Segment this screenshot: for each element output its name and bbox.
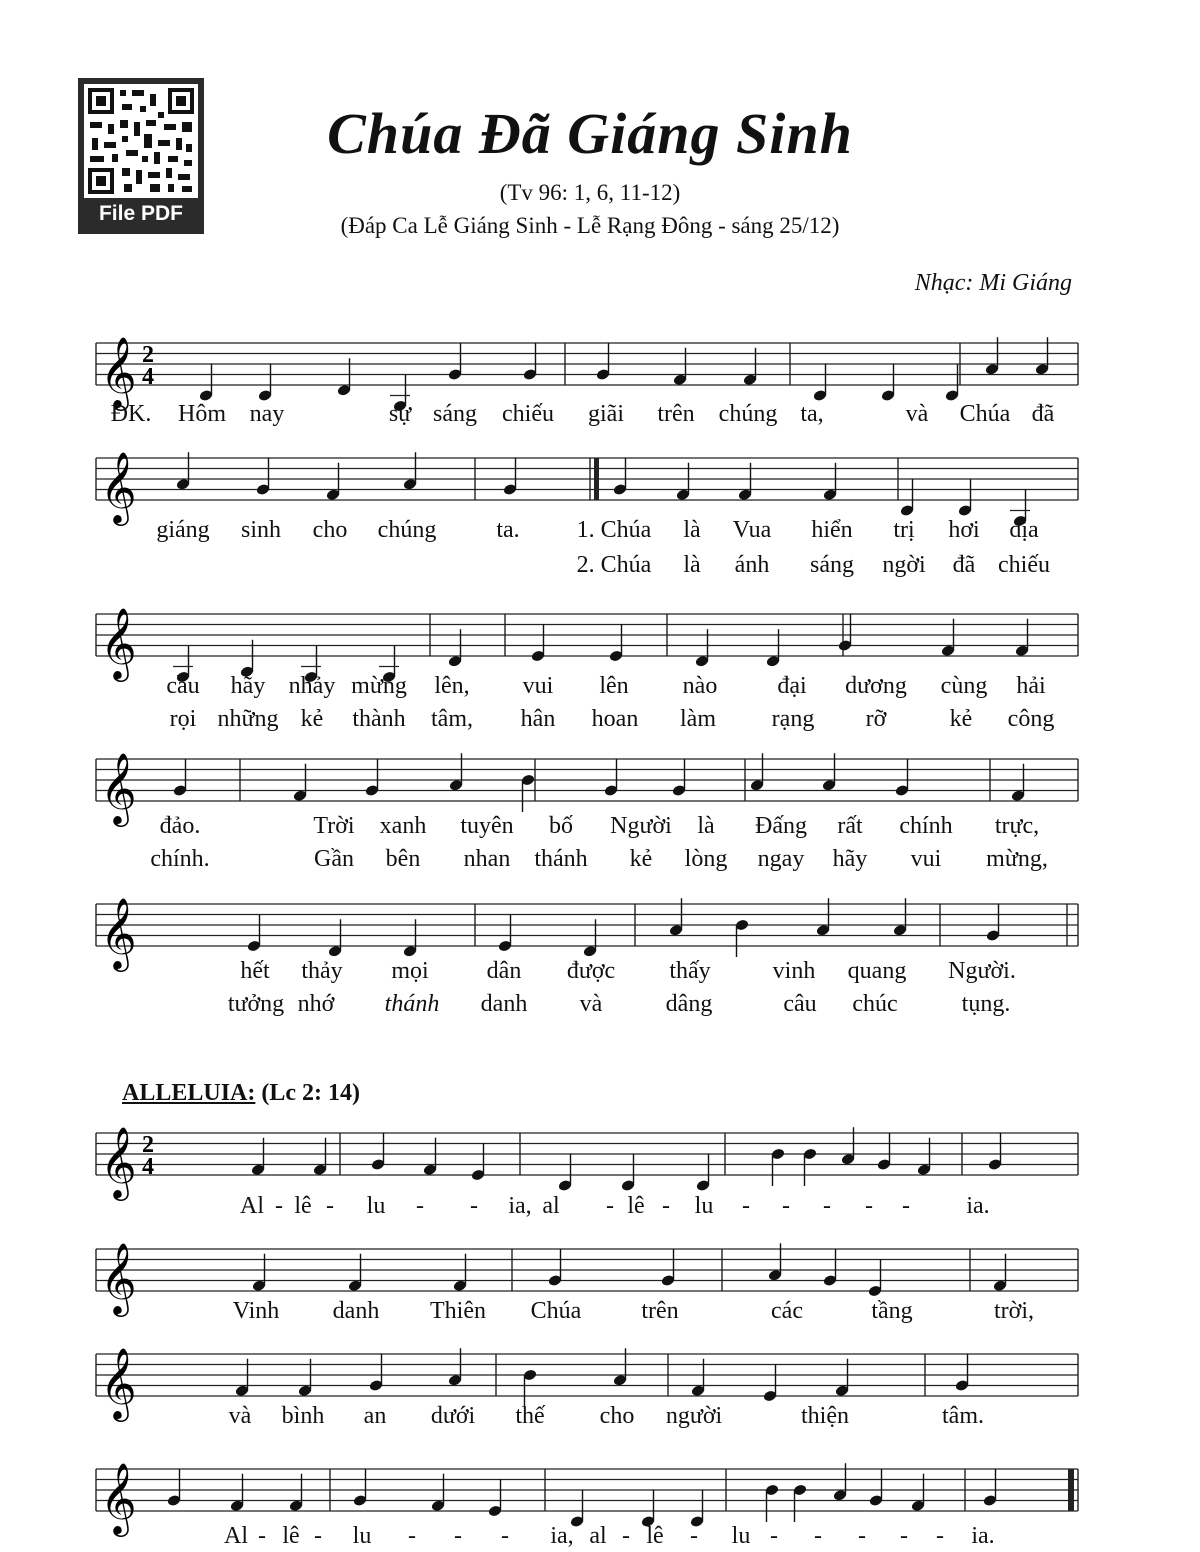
psalm-lyric-word: giãi [588, 401, 624, 427]
psalm-lyric-word: công [1007, 706, 1055, 732]
psalm-lyric-word: trên [657, 401, 695, 427]
psalm-lyric-word: chúng [377, 517, 437, 543]
psalm-lyric-word: chính [899, 813, 953, 839]
treble-clef-icon: 𝄞 [100, 335, 137, 408]
alleluia-lyric-word: tâm. [942, 1403, 984, 1429]
psalm-lyric-word: lên [599, 673, 629, 699]
alleluia-lyric-word: Al [240, 1193, 264, 1219]
psalm-lyric-word: kẻ [300, 706, 324, 732]
psalm-lyric-word: kẻ [949, 706, 973, 732]
psalm-lyric-word: Chúa [959, 401, 1011, 427]
alleluia-lyric-word: - [770, 1523, 778, 1549]
psalm-lyric-word: là [697, 813, 715, 839]
psalm-lyric-word: trực, [994, 813, 1040, 839]
alleluia-lyric-word: danh [332, 1298, 380, 1324]
psalm-lyric-word: hơi [948, 517, 980, 543]
psalm-lyric-word: hân [520, 706, 556, 732]
psalm-lyric-word: danh [480, 991, 528, 1017]
alleluia-lyric-word: - [690, 1523, 698, 1549]
final-barline [1068, 1469, 1074, 1511]
psalm-lyric-word: rất [837, 813, 863, 839]
psalm-lyric-word: trị [893, 517, 915, 543]
occasion-subtitle: (Đáp Ca Lễ Giáng Sinh - Lễ Rạng Đông - sáng 25/12) [340, 213, 840, 238]
psalm-lyric-word: rọi [169, 706, 197, 732]
psalm-lyric-word: nhảy [288, 673, 336, 699]
alleluia-lyric-word: - [501, 1523, 509, 1549]
alleluia-lyric-word: - [258, 1523, 266, 1549]
alleluia-lyric-word: lu [694, 1193, 714, 1219]
psalm-lyric-word: thấy [669, 958, 711, 984]
psalm-lyric-word: là [683, 552, 701, 578]
alleluia-lyric-word: và [228, 1403, 252, 1429]
alleluia-lyric-word: - [823, 1193, 831, 1219]
alleluia-lyric-word: các [771, 1298, 803, 1324]
alleluia-lyric-word: lu [731, 1523, 751, 1549]
alleluia-heading [122, 1080, 360, 1107]
psalm-lyric-word: 2. Chúa [576, 552, 652, 578]
alleluia-lyric-word: - [858, 1523, 866, 1549]
psalm-lyric-word: được [566, 958, 616, 984]
psalm-lyric-word: ánh [734, 552, 770, 578]
treble-clef-icon: 𝄞 [100, 1346, 137, 1419]
psalm-lyric-word: bố [549, 813, 573, 839]
psalm-lyric-word: lên, [434, 673, 470, 699]
psalm-lyric-word: tụng. [961, 991, 1011, 1017]
psalm-lyric-word: đã [952, 552, 976, 578]
alleluia-lyric-word: Chúa [530, 1298, 582, 1324]
psalm-lyric-word: rạng [771, 706, 815, 732]
psalm-lyric-word: vui [522, 673, 554, 699]
psalm-staff-4 [0, 734, 1200, 824]
alleluia-lyric-word: al [589, 1523, 607, 1549]
time-signature-bottom: 4 [142, 364, 154, 390]
alleluia-reference: (Lc 2: 14) [261, 1080, 360, 1106]
alleluia-lyric-word: - [470, 1193, 478, 1219]
alleluia-staff-4 [0, 1444, 1200, 1534]
alleluia-lyric-word: thế [515, 1403, 545, 1429]
treble-clef-icon: 𝄞 [100, 450, 137, 523]
alleluia-lyric-word: - [275, 1193, 283, 1219]
alleluia-lyric-word: ia, [508, 1193, 532, 1219]
alleluia-lyric-word: Vinh [232, 1298, 280, 1324]
psalm-lyric-word: hết [240, 958, 270, 984]
alleluia-lyric-word: lê [646, 1523, 664, 1549]
psalm-lyric-word: vui [910, 846, 942, 872]
qr-label: File PDF [98, 202, 183, 225]
psalm-lyric-word: Người [610, 813, 672, 839]
psalm-lyric-word: và [905, 401, 929, 427]
psalm-lyric-word: mừng, [986, 846, 1048, 872]
psalm-lyric-word: làm [680, 706, 716, 732]
psalm-lyric-word: đảo. [159, 813, 201, 839]
alleluia-lyric-word: - [606, 1193, 614, 1219]
alleluia-lyric-word: lu [366, 1193, 386, 1219]
psalm-lyric-word: địa [1009, 517, 1039, 543]
psalm-staff-5 [0, 879, 1200, 969]
time-signature-top: 2 [142, 1132, 154, 1158]
time-signature-top: 2 [142, 342, 154, 368]
qr-code-badge[interactable] [78, 78, 204, 234]
psalm-lyric-word: tưởng [227, 991, 285, 1017]
psalm-lyric-word: Trời [313, 813, 355, 839]
composer-credit: Nhạc: Mi Giáng [914, 270, 1072, 296]
alleluia-lyric-word: lê [294, 1193, 312, 1219]
alleluia-lyric-word: thiện [801, 1403, 849, 1429]
alleluia-lyric-word: - [936, 1523, 944, 1549]
psalm-lyric-word: hãy [230, 673, 266, 699]
alleluia-lyric-word: lu [352, 1523, 372, 1549]
alleluia-lyric-word: trên [641, 1298, 679, 1324]
alleluia-lyric-word: Thiên [430, 1298, 486, 1324]
psalm-lyric-word: Đấng [755, 813, 807, 839]
song-title: Chúa Đã Giáng Sinh [327, 101, 853, 166]
alleluia-lyric-word: - [408, 1523, 416, 1549]
psalm-lyric-word: ta. [496, 517, 520, 543]
psalm-lyric-word: những [217, 706, 279, 732]
psalm-lyric-word: và [579, 991, 603, 1017]
time-signature-bottom: 4 [142, 1154, 154, 1180]
psalm-lyric-word: dương [845, 673, 907, 699]
psalm-lyric-word: 1. Chúa [576, 517, 652, 543]
psalm-lyric-word: câu [783, 991, 817, 1017]
alleluia-lyric-word: cho [599, 1403, 635, 1429]
treble-clef-icon: 𝄞 [100, 1461, 137, 1534]
alleluia-lyric-word: - [314, 1523, 322, 1549]
psalm-lyric-word: Vua [732, 517, 772, 543]
psalm-lyric-word: giáng [156, 517, 210, 543]
psalm-lyric-word: là [683, 517, 701, 543]
psalm-lyric-word: bên [385, 846, 421, 872]
qr-code-icon [84, 84, 198, 198]
psalm-lyric-word: nhớ [297, 991, 335, 1017]
psalm-lyric-word: Hôm [178, 401, 226, 427]
alleluia-label: ALLELUIA: [122, 1080, 256, 1106]
alleluia-lyric-word: lê [282, 1523, 300, 1549]
alleluia-lyric-word: - [865, 1193, 873, 1219]
psalm-lyric-word: đại [777, 673, 807, 699]
psalm-lyric-word: xanh [379, 813, 427, 839]
psalm-lyric-word: cầu [166, 673, 200, 699]
psalm-lyric-word: hải [1016, 673, 1046, 699]
alleluia-lyric-word: an [363, 1403, 387, 1429]
psalm-lyric-word: thảy [301, 958, 343, 984]
psalm-lyric-word: thành [352, 706, 406, 732]
psalm-lyric-word: thánh [534, 846, 588, 872]
psalm-lyric-word: sáng [810, 552, 854, 578]
psalm-lyric-word: nào [682, 673, 718, 699]
psalm-lyric-word: tâm, [431, 706, 473, 732]
alleluia-lyric-word: trời, [993, 1298, 1035, 1324]
psalm-lyric-word: ta, [800, 401, 824, 427]
psalm-lyric-word: vinh [772, 958, 816, 984]
alleluia-lyric-word: - [782, 1193, 790, 1219]
psalm-lyric-word: dân [486, 958, 522, 984]
psalm-lyric-word: tuyên [460, 813, 514, 839]
psalm-lyric-word: chính. [150, 846, 210, 872]
psalm-staff-1 [0, 318, 1200, 408]
alleluia-lyric-word: - [326, 1193, 334, 1219]
alleluia-lyric-word: ia, [550, 1523, 574, 1549]
repeat-barline [594, 458, 599, 500]
alleluia-lyric-word: - [622, 1523, 630, 1549]
alleluia-lyric-word: - [742, 1193, 750, 1219]
alleluia-lyric-word: - [454, 1523, 462, 1549]
alleluia-lyric-word: - [900, 1523, 908, 1549]
psalm-reference: (Tv 96: 1, 6, 11-12) [499, 180, 681, 205]
alleluia-staff-1 [0, 1108, 1200, 1198]
psalm-lyric-word: ĐK. [110, 401, 152, 427]
psalm-lyric-word: sinh [240, 517, 282, 543]
psalm-lyric-word: cho [312, 517, 348, 543]
psalm-lyric-word: quang [847, 958, 907, 984]
psalm-lyric-word: ngay [757, 846, 805, 872]
alleluia-lyric-word: al [542, 1193, 560, 1219]
alleluia-lyric-word: dưới [430, 1403, 476, 1429]
psalm-lyric-word: sáng [433, 401, 477, 427]
psalm-lyric-word: chúng [718, 401, 778, 427]
psalm-staff-3 [0, 589, 1200, 679]
alleluia-lyric-word: - [416, 1193, 424, 1219]
psalm-lyric-word: sự [388, 401, 412, 427]
psalm-lyric-word: dâng [665, 991, 713, 1017]
psalm-lyric-word: đã [1031, 401, 1055, 427]
psalm-lyric-word: mừng [351, 673, 407, 699]
psalm-lyric-word: rỡ [865, 706, 887, 732]
alleluia-lyric-word: - [662, 1193, 670, 1219]
psalm-lyric-word: cùng [940, 673, 988, 699]
psalm-lyric-word: Người. [948, 958, 1016, 984]
treble-clef-icon: 𝄞 [100, 1241, 137, 1314]
alleluia-lyric-word: ia. [966, 1193, 990, 1219]
psalm-lyric-word: chiếu [502, 401, 554, 427]
alleluia-lyric-word: ia. [971, 1523, 995, 1549]
treble-clef-icon: 𝄞 [100, 751, 137, 824]
psalm-lyric-word: lòng [684, 846, 728, 872]
alleluia-lyric-word: - [814, 1523, 822, 1549]
alleluia-lyric-word: lê [627, 1193, 645, 1219]
psalm-lyric-word: chúc [852, 991, 898, 1017]
psalm-lyric-word: Gần [314, 846, 354, 872]
alleluia-lyric-word: bình [281, 1403, 325, 1429]
psalm-lyric-word: chiếu [998, 552, 1050, 578]
psalm-lyric-word: kẻ [629, 846, 653, 872]
psalm-lyric-word: hoan [591, 706, 639, 732]
alleluia-lyric-word: người [665, 1403, 723, 1429]
alleluia-lyric-word: - [902, 1193, 910, 1219]
psalm-lyric-word: mọi [391, 958, 429, 984]
treble-clef-icon: 𝄞 [100, 606, 137, 679]
psalm-lyric-word: hiển [811, 517, 853, 543]
psalm-lyric-word: ngời [882, 552, 926, 578]
psalm-staff-2 [0, 433, 1200, 523]
psalm-lyric-word: nay [249, 401, 285, 427]
treble-clef-icon: 𝄞 [100, 1125, 137, 1198]
alleluia-lyric-word: Al [224, 1523, 248, 1549]
psalm-lyric-word: thánh [384, 991, 440, 1017]
treble-clef-icon: 𝄞 [100, 896, 137, 969]
psalm-lyric-word: nhan [463, 846, 511, 872]
alleluia-lyric-word: tầng [871, 1298, 913, 1324]
psalm-lyric-word: hãy [832, 846, 868, 872]
